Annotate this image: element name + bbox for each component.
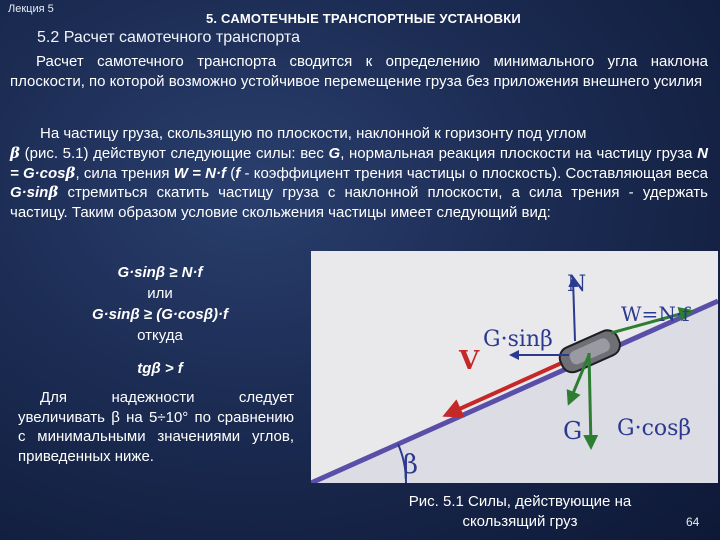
forces-diagram [311,251,718,483]
beta-symbol: β [48,183,59,202]
formula-block [40,262,280,379]
page-number: 64 [686,515,700,529]
text-chunk: - коэффициент трения частицы о плоскость). Составляющая веса [240,164,709,182]
f-symbol: f [235,164,241,182]
formula-2: G·sinβ ≥ (G·cosβ)·f [91,306,228,323]
beta-symbol: β [65,163,76,182]
beta-symbol: β [10,143,20,162]
label-N: N [567,272,587,297]
W-expression: W = N·f [173,164,226,182]
text-chunk: стремиться скатить частицу груза с наклонной плоскости, а сила трения - удержать частицу. Таким образом условие скольжения частицы имеет следующий вид: [10,184,708,222]
section-subtitle: 5.2 Расчет самотечного транспорта [37,29,300,46]
formula-3: tgβ > f [137,360,183,377]
Gsin-expression: G·sin [10,184,49,202]
caption-line-1: Рис. 5.1 Силы, действующие на [408,493,632,510]
figure-caption [370,492,670,532]
formula-word-whence: откуда [137,327,183,344]
text-chunk: , сила трения [75,164,174,182]
formula-word-or: или [147,285,173,302]
lecture-label: Лекция 5 [8,3,54,15]
text-chunk: ( [225,164,236,182]
text-chunk: (рис. 5.1) действуют следующие силы: вес [19,144,329,162]
label-Gsin: G·sinβ [483,327,553,352]
label-beta: β [403,450,419,480]
intro-paragraph: Расчет самотечного транспорта сводится к определению минимального угла наклона плоскости, по которой возможно устойчивое перемещение груза без приложения внешнего усилия [10,53,708,90]
label-W: W=N·f [621,302,690,326]
label-V: V [459,346,480,376]
G-arrow [589,353,591,447]
formula-1: G·sinβ ≥ N·f [117,264,203,281]
forces-figure [311,251,718,483]
forces-paragraph [10,124,708,223]
slide-title: 5. САМОТЕЧНЫЕ ТРАНСПОРТНЫЕ УСТАНОВКИ [206,11,521,26]
reliability-note: Для надежности следует увеличивать β на 5÷10° по сравнению с минимальными значениями углов, приведенных ниже. [18,389,294,465]
forces-lead: На частицу груза, скользящую по плоскости, наклонной к горизонту под углом [40,125,587,142]
N-expression: N = G·cos [10,144,708,182]
label-Gcos: G·cosβ [617,416,692,441]
text-chunk: , нормальная реакция плоскости на частицу груза [340,144,698,162]
G-symbol: G [328,144,341,162]
label-G: G [563,417,583,445]
caption-line-2: скользящий груз [462,513,578,530]
